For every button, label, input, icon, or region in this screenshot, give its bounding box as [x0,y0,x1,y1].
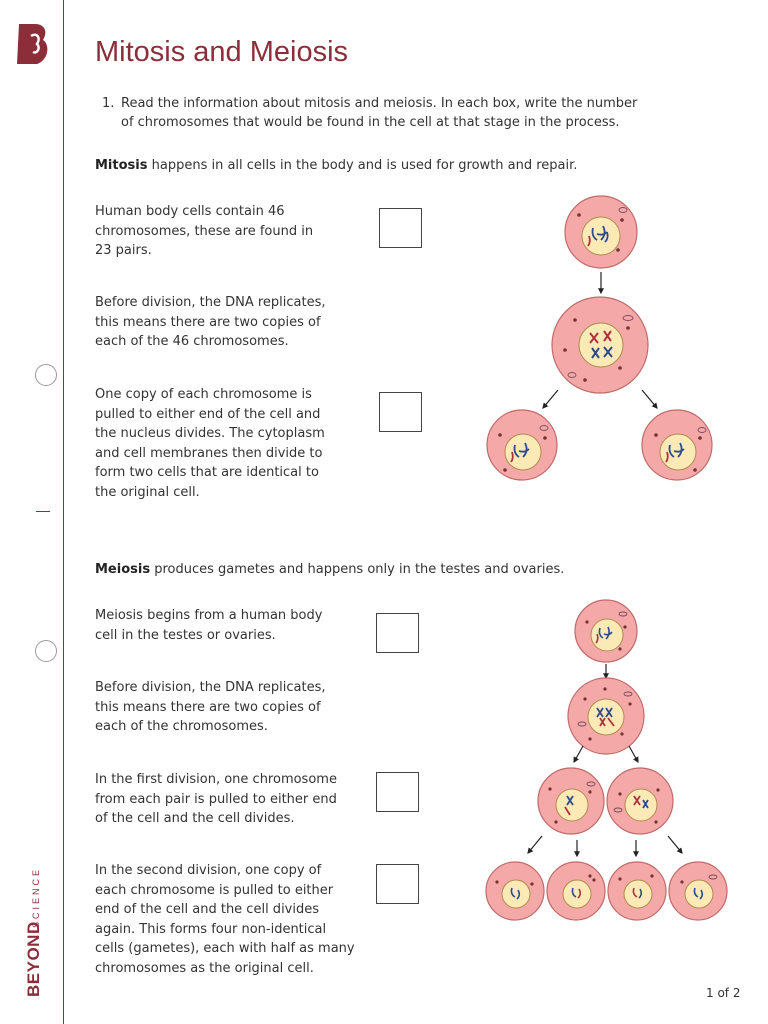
meiosis-answer-box-2[interactable] [376,772,419,812]
arrow [574,746,583,762]
text-line: and cell membranes then divide to [95,445,323,461]
mitosis-answer-box-1[interactable] [379,208,422,248]
mitosis-diagram [470,190,730,490]
text-line: In the second division, one copy of [95,863,322,878]
brand-word-beyond: BEYOND [24,921,43,997]
page-number: 1 of 2 [706,986,741,1000]
text-line: the original cell. [95,484,200,500]
meiosis-step-2-text [95,678,326,737]
gamete-cell-4 [669,862,727,920]
meiosis-step-3-text [95,770,337,829]
text-line: Before division, the DNA replicates, [95,680,326,695]
text-line: chromosomes, these are found in [95,223,314,239]
gamete-cell-2 [547,862,605,920]
cell-replicated [552,297,648,393]
brand-word-science: SCIENCE [31,866,41,928]
arrow [642,390,657,408]
text-line: 23 pairs. [95,243,152,259]
arrow [543,390,558,408]
mitosis-answer-box-2[interactable] [379,392,422,432]
text-line: Human body cells contain 46 [95,204,285,219]
cell-body-cell [575,600,637,662]
text-line: cell in the testes or ovaries. [95,627,276,643]
text-line: Meiosis begins from a human body [95,608,323,623]
cell-daughter-1 [487,410,557,480]
text-line: In the first division, one chromosome [95,772,337,787]
arrow [528,836,542,853]
arrow [629,746,638,762]
meiosis-answer-box-3[interactable] [376,864,419,904]
fold-mark [36,511,50,512]
cell-body-cell [565,196,637,268]
binder-hole-icon [35,640,57,662]
gamete-cell-3 [608,862,666,920]
text-line: cells (gametes), each with half as many [95,941,355,957]
text-line: Before division, the DNA replicates, [95,295,326,310]
meiosis-term: Meiosis [95,562,151,577]
gamete-cell-1 [486,862,544,920]
page-title: Mitosis and Meiosis [95,36,349,68]
arrow [668,836,682,853]
mitosis-term: Mitosis [95,158,148,173]
question-number: 1. [102,96,115,111]
brand-wordmark [19,845,53,1000]
text-line: One copy of each chromosome is [95,387,312,402]
meiosis-intro [95,560,564,579]
text-line: this means there are two copies of [95,699,321,715]
text-line: end of the cell and the cell divides [95,902,320,918]
binder-hole-icon [35,364,57,386]
margin-line [63,0,64,1024]
instructions-line: of chromosomes that would be found in the cell at that stage in the process. [121,115,620,130]
text-line: from each pair is pulled to either end [95,791,337,807]
text-line: each chromosome is pulled to either [95,882,334,898]
meiosis-step-1-text [95,606,322,645]
cell-daughter-2 [642,410,712,480]
instructions [121,94,691,132]
cell-first-division-1 [538,768,604,834]
text-line: of the cell and the cell divides. [95,811,295,827]
text-line: chromosomes as the original cell. [95,960,314,976]
text-line: this means there are two copies of [95,314,321,330]
mitosis-intro-text: happens in all cells in the body and is used for growth and repair. [147,158,578,173]
mitosis-step-1-text [95,202,313,261]
beyond-logo-icon [15,22,51,66]
text-line: pulled to either end of the cell and [95,406,321,422]
meiosis-intro-text: produces gametes and happens only in the testes and ovaries. [150,562,565,577]
text-line: each of the chromosomes. [95,719,268,735]
meiosis-diagram [470,594,740,930]
text-line: the nucleus divides. The cytoplasm [95,426,325,442]
text-line: form two cells that are identical to [95,465,319,481]
cell-replicated [568,678,644,754]
mitosis-intro [95,156,577,175]
meiosis-step-4-text [95,861,355,979]
instructions-line: Read the information about mitosis and meiosis. In each box, write the number [121,96,638,111]
cell-first-division-2 [607,768,673,834]
mitosis-step-2-text [95,293,326,352]
text-line: again. This forms four non-identical [95,921,327,937]
meiosis-answer-box-1[interactable] [376,613,419,653]
text-line: each of the 46 chromosomes. [95,334,289,350]
mitosis-step-3-text [95,385,325,503]
